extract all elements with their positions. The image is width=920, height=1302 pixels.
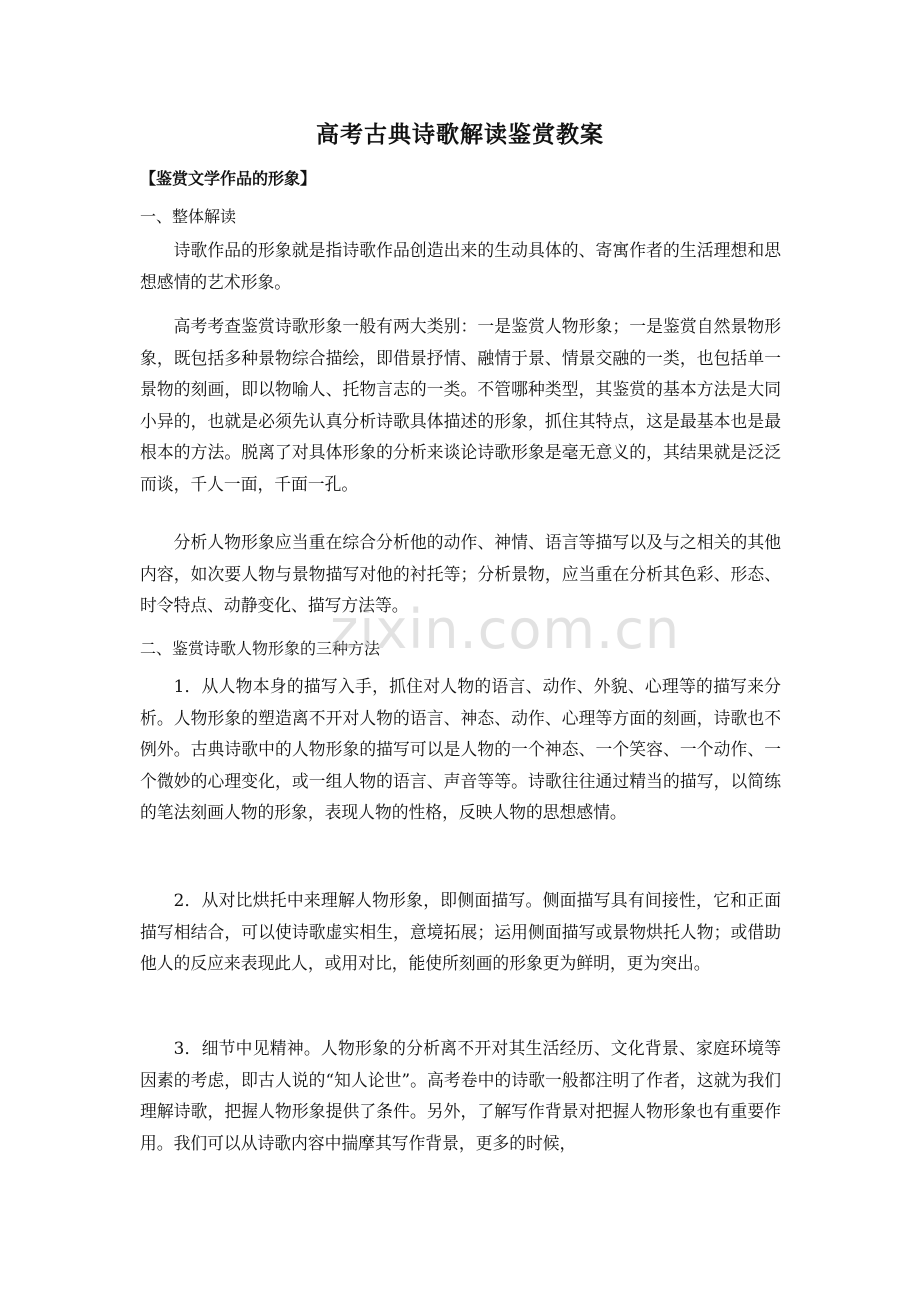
document-title: 高考古典诗歌解读鉴赏教案 <box>316 121 604 148</box>
paragraph-method-1: 1．从人物本身的描写入手，抓住对人物的语言、动作、外貌、心理等的描写来分析。人物形象的塑造离不开对人物的语言、神态、动作、心理等方面的刻画，诗歌也不例外。古典诗歌中的人物形象的描写可以是人物的一个神态、一个笑容、一个动作、一个微妙的心理变化，或一组人物的语言、声音等等。诗歌往往通过精当的描写，以简练的笔法刻画人物的形象，表现人物的性格，反映人物的思想感情。 <box>140 676 781 822</box>
heading-overall-reading: 一、整体解读 <box>140 207 237 226</box>
section-heading: 【鉴赏文学作品的形象】 <box>140 169 317 188</box>
paragraph-method-2: 2．从对比烘托中来理解人物形象，即侧面描写。侧面描写具有间接性，它和正面描写相结合，可以使诗歌虚实相生，意境拓展；运用侧面描写或景物烘托人物；或借助他人的反应来表现此人，或用对比，能使所刻画的形象更为鲜明，更为突出。 <box>140 890 781 973</box>
paragraph-definition: 诗歌作品的形象就是指诗歌作品创造出来的生动具体的、寄寓作者的生活理想和思想感情的艺术形象。 <box>140 240 781 292</box>
paragraph-analysis-focus: 分析人物形象应当重在综合分析他的动作、神情、语言等描写以及与之相关的其他内容，如次要人物与景物描写对他的衬托等；分析景物，应当重在分析其色彩、形态、时令特点、动静变化、描写方法等。 <box>140 532 781 615</box>
heading-three-methods: 二、鉴赏诗歌人物形象的三种方法 <box>140 639 381 658</box>
watermark: zixin.com.cn <box>330 598 681 661</box>
paragraph-method-3: 3．细节中见精神。人物形象的分析离不开对其生活经历、文化背景、家庭环境等因素的考虑，即古人说的“知人论世”。高考卷中的诗歌一般都注明了作者，这就为我们理解诗歌，把握人物形象提供了条件。另外，了解写作背景对把握人物形象也有重要作用。我们可以从诗歌内容中揣摩其写作背景，更多的时候， <box>140 1038 781 1153</box>
paragraph-exam-categories: 高考考查鉴赏诗歌形象一般有两大类别：一是鉴赏人物形象；一是鉴赏自然景物形象，既包括多种景物综合描绘，即借景抒情、融情于景、情景交融的一类，也包括单一景物的刻画，即以物喻人、托物言志的一类。不管哪种类型，其鉴赏的基本方法是大同小异的，也就是必须先认真分析诗歌具体描述的形象，抓住其特点，这是最基本也是最根本的方法。脱离了对具体形象的分析来谈论诗歌形象是毫无意义的，其结果就是泛泛而谈，千人一面，千面一孔。 <box>140 316 781 494</box>
